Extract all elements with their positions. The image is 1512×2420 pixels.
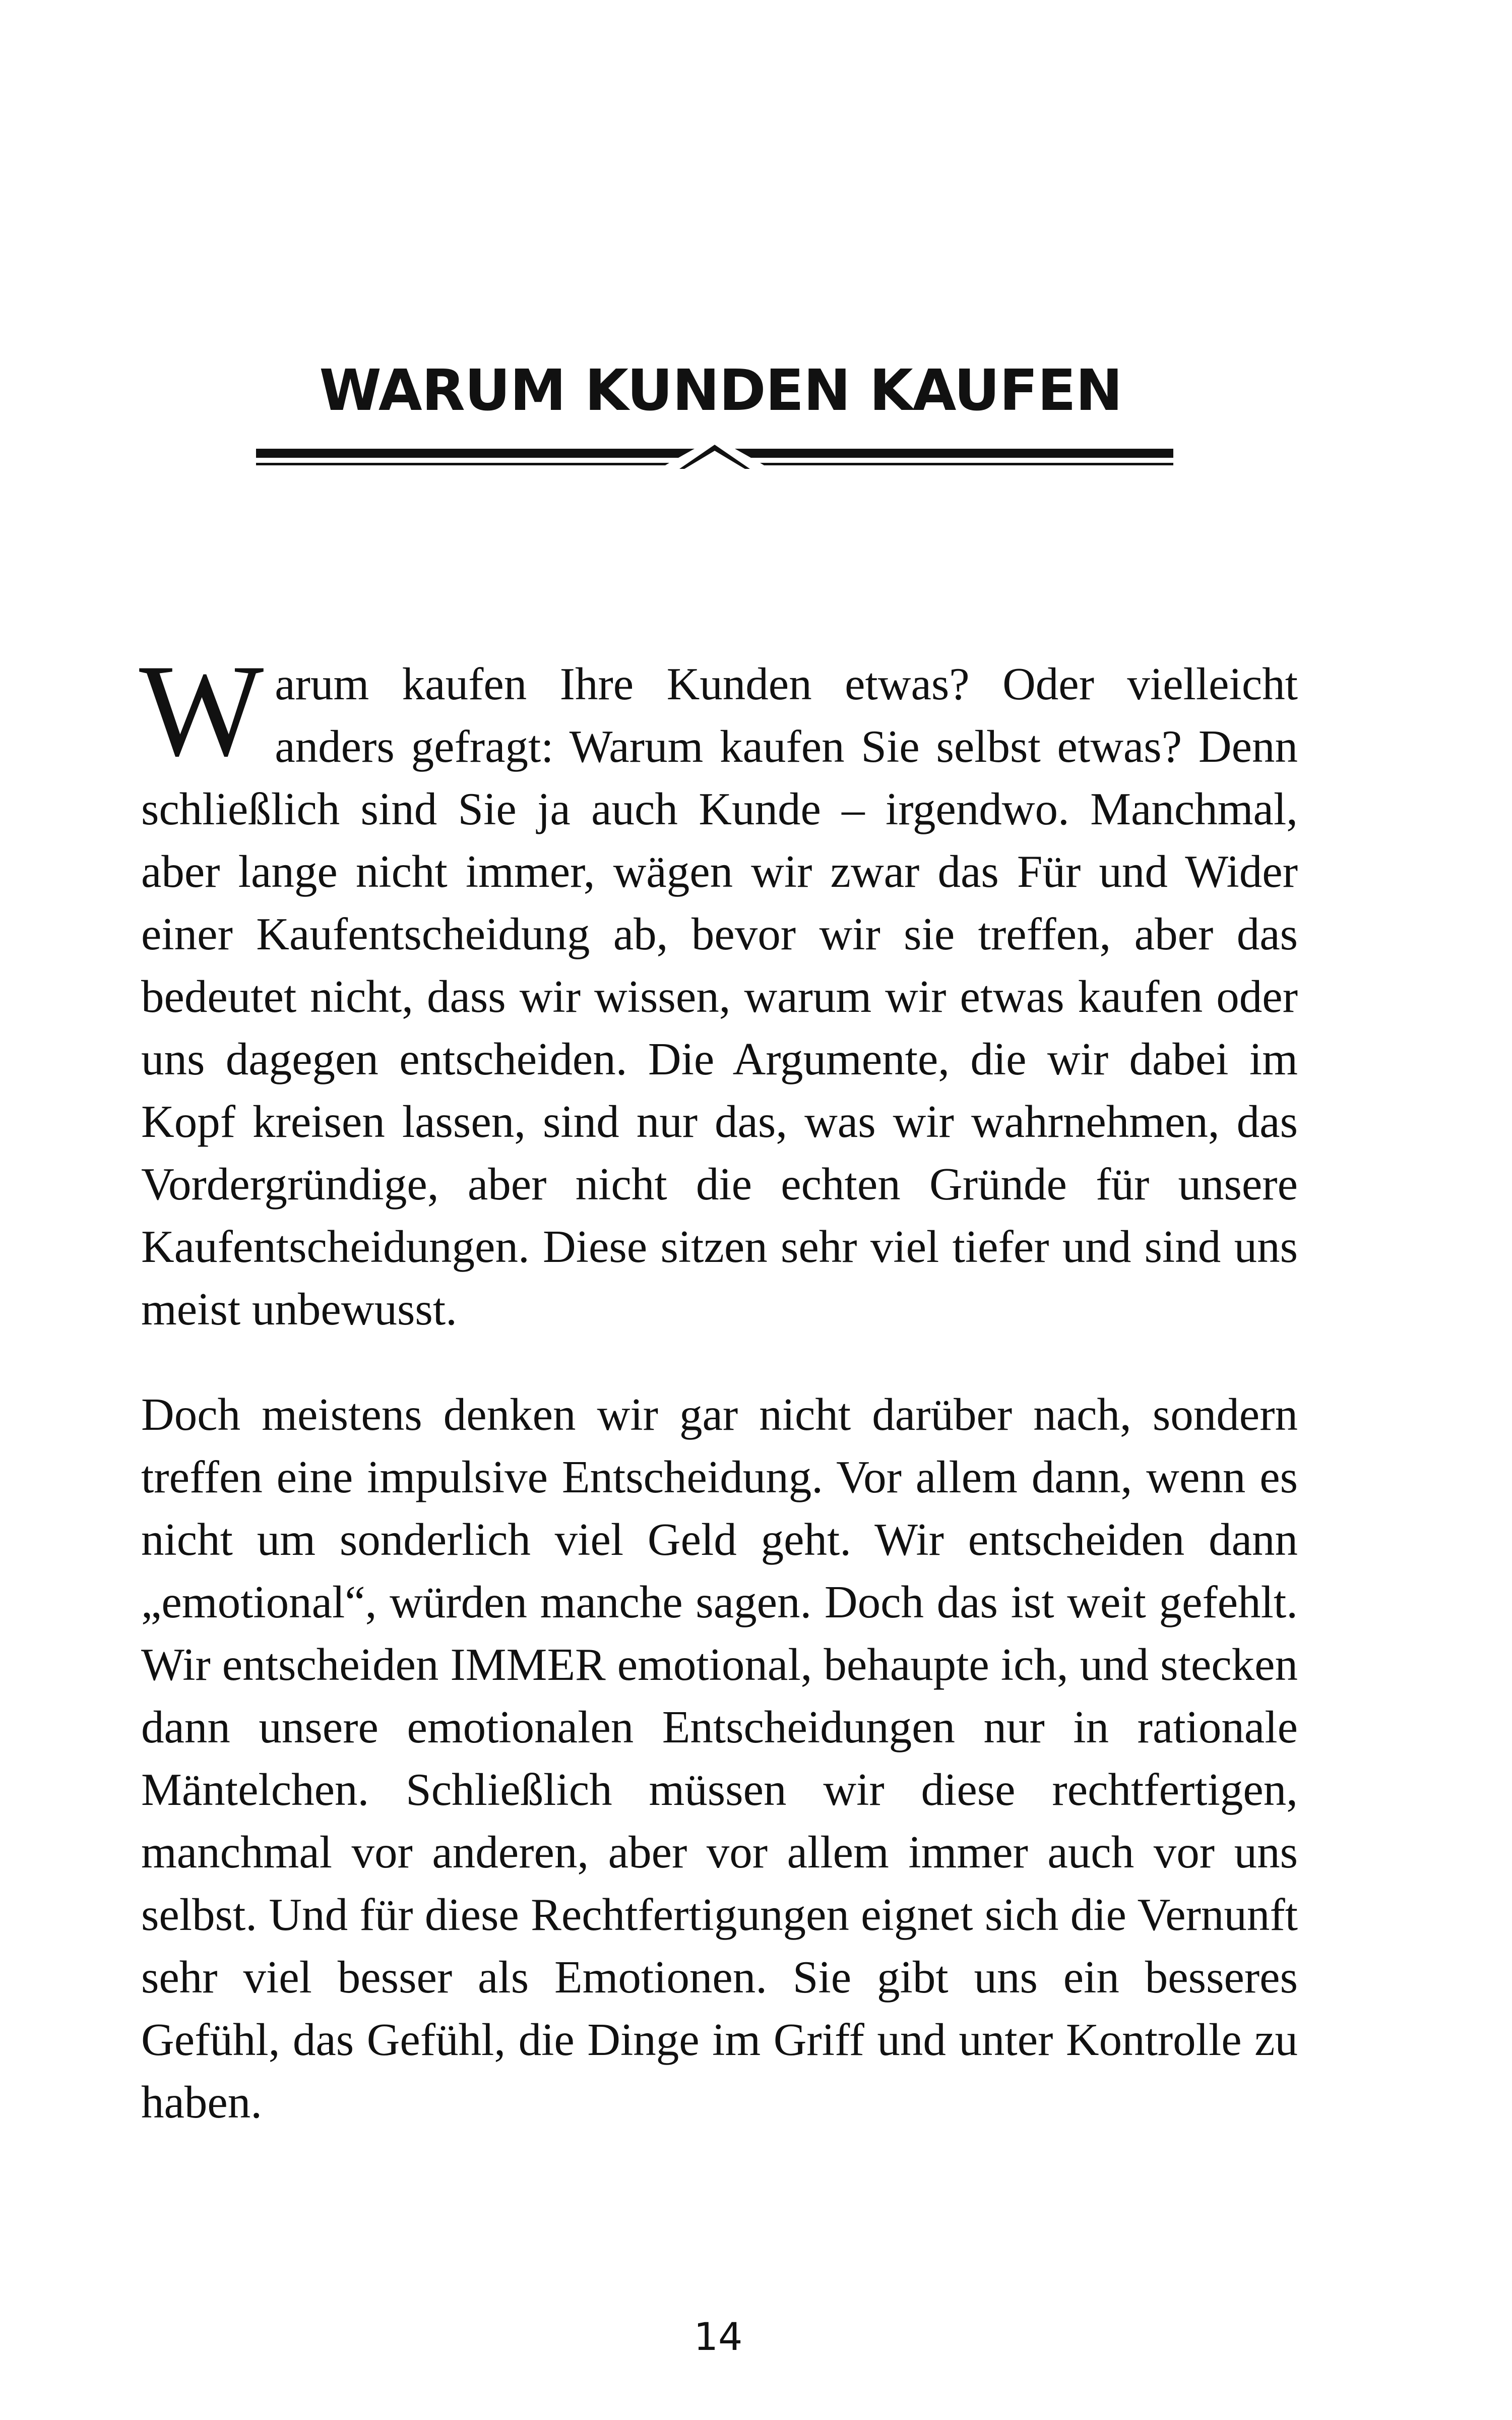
body-text <box>139 637 1298 2134</box>
title-divider-ornament <box>256 444 1173 479</box>
paragraph-1 <box>139 637 1298 1341</box>
drop-cap: W <box>139 637 264 783</box>
page-number: 14 <box>694 2314 743 2359</box>
chapter-title: WARUM KUNDEN KAUFEN <box>319 358 1122 424</box>
paragraph-2: Doch meistens denken wir gar nicht darüber nach, sondern treffen eine impulsive Entscheidung. Vor allem dann, wenn es nicht um sonderlich viel Geld geht. Wir entscheiden dann „emotional“, würden manche sagen. Doch das ist weit gefehlt. Wir entscheiden IMMER emotional, behaupte ich, und stecken dann unsere emotionalen Entscheidungen nur in rationale Mäntelchen. Schließlich müssen wir diese rechtfertigen, manchmal vor anderen, aber vor allem immer auch vor uns selbst. Und für diese Rechtfertigungen eignet sich die Vernunft sehr viel besser als Emotionen. Sie gibt uns ein besseres Gefühl, das Gefühl, die Dinge im Griff und unter Kontrolle zu haben. <box>141 1389 1298 2128</box>
paragraph-1-text: arum kaufen Ihre Kunden etwas? Oder vielleicht anders gefragt: Warum kaufen Sie selbst etwas? Denn schließlich sind Sie ja auch Kunde – irgendwo. Manchmal, aber lange nicht immer, wägen wir zwar das Für und Wider einer Kaufentscheidung ab, bevor wir sie treffen, aber das bedeutet nicht, dass wir wissen, warum wir etwas kaufen oder uns dagegen entscheiden. Die Argumente, die wir dabei im Kopf kreisen lassen, sind nur das, was wir wahrnehmen, das Vordergründige, aber nicht die echten Gründe für unsere Kaufentscheidungen. Diese sitzen sehr viel tiefer und sind uns meist unbewusst. <box>141 658 1298 1335</box>
